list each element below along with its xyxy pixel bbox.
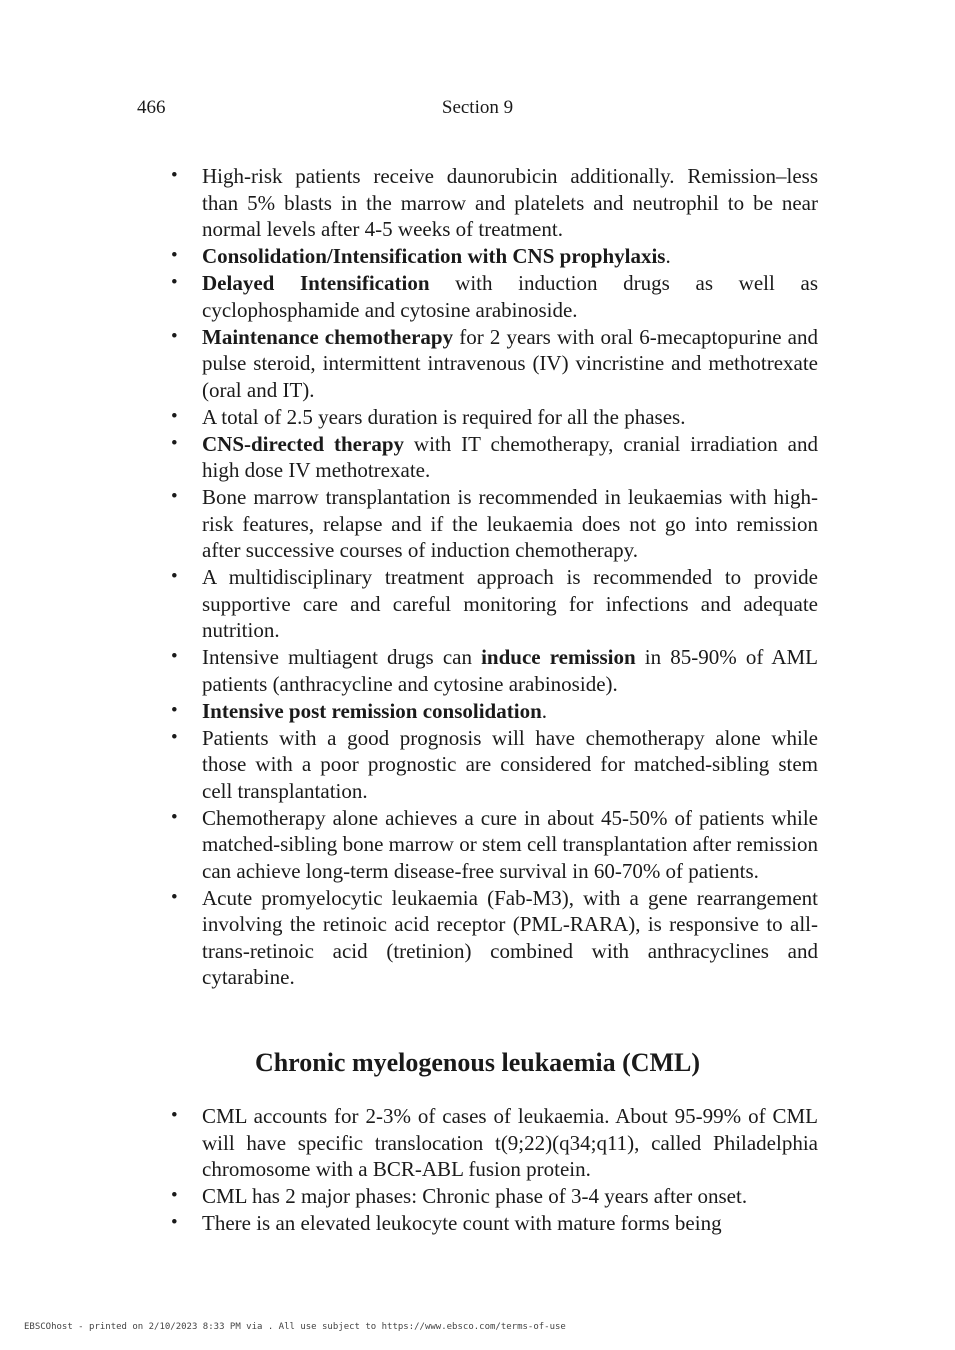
text-run: High-risk patients receive daunorubicin additionally. Remission–less than 5% blasts in the marrow and platelets and neutrophil to be near normal levels after 4-5 weeks of treatment. [202, 164, 818, 241]
list-item [202, 1210, 818, 1237]
print-footer: EBSCOhost - printed on 2/10/2023 8:33 PM via . All use subject to https://www.ebsco.com/terms-of-use [24, 1322, 566, 1332]
bold-text: Delayed Intensification [202, 271, 430, 295]
list-item [202, 243, 818, 270]
text-run: Patients with a good prognosis will have chemotherapy alone while those with a poor prognostic are considered for matched-sibling stem cell transplantation. [202, 725, 818, 803]
text-run: . [541, 698, 547, 723]
list-item [202, 644, 818, 697]
bold-text: induce remission [481, 645, 636, 669]
text-run: Acute promyelocytic leukaemia (Fab-M3), with a gene rearrangement involving the retinoic acid receptor (PML-RARA), is responsive to all-trans-retinoic acid (tretinion) combined with anthracyclines and cytarabine. [202, 885, 818, 989]
list-item [202, 698, 818, 725]
list-item [202, 805, 818, 885]
text-run: There is an elevated leukocyte count with mature forms being [202, 1211, 722, 1235]
text-run: A multidisciplinary treatment approach is recommended to provide supportive care and careful monitoring for infections and adequate nutrition. [202, 565, 818, 642]
section-heading: Chronic myelogenous leukaemia (CML) [254, 1048, 701, 1077]
bold-text: Intensive post remission consolidation [202, 698, 542, 723]
text-run: . [665, 244, 671, 268]
list-item [202, 324, 818, 404]
text-run: CML has 2 major phases: Chronic phase of 3-4 years after onset. [202, 1184, 748, 1208]
bold-text: Maintenance chemotherapy [202, 324, 454, 349]
list-item [202, 404, 818, 431]
list-item [202, 1103, 818, 1183]
list-item [202, 1183, 818, 1210]
list-item [202, 564, 818, 644]
text-run: Chemotherapy alone achieves a cure in about 45-50% of patients while matched-sibling bone marrow or stem cell transplantation after remission can achieve long-term disease-free survival in 60-70% of patients. [202, 805, 818, 883]
text-run: Bone marrow transplantation is recommended in leukaemias with high-risk features, relapse and if the leukaemia does not go into remission after successive courses of induction chemotherapy. [202, 485, 818, 562]
text-run: Intensive multiagent drugs can [202, 645, 482, 669]
text-run: for 2 years with oral 6-mecaptopurine and pulse steroid, intermittent intravenous (IV) vincristine and methotrexate (oral and IT). [202, 324, 818, 402]
list-item [202, 484, 818, 564]
list-item [202, 431, 818, 484]
bullet-list-top [202, 163, 818, 991]
list-item [202, 163, 818, 243]
bullet-list-bottom [202, 1103, 818, 1237]
list-item [202, 270, 818, 323]
running-head: Section 9 [441, 97, 514, 118]
text-run: with induction drugs as well as cyclophosphamide and cytosine arabinoside. [202, 271, 818, 322]
bold-text: Consolidation/Intensification with CNS prophylaxis [202, 244, 666, 268]
text-run: in 85-90% of AML patients (anthracycline and cytosine arabinoside). [202, 645, 818, 696]
text-run: CML accounts for 2-3% of cases of leukaemia. About 95-99% of CML will have specific translocation t(9;22)(q34;q11), called Philadelphia chromosome with a BCR-ABL fusion protein. [202, 1104, 818, 1181]
list-item [202, 725, 818, 805]
text-run: with IT chemotherapy, cranial irradiation and high dose IV methotrexate. [202, 431, 818, 482]
bold-text: CNS-directed therapy [202, 431, 404, 456]
list-item [202, 885, 818, 991]
text-run: A total of 2.5 years duration is required for all the phases. [202, 404, 686, 429]
page-number: 466 [137, 97, 166, 118]
